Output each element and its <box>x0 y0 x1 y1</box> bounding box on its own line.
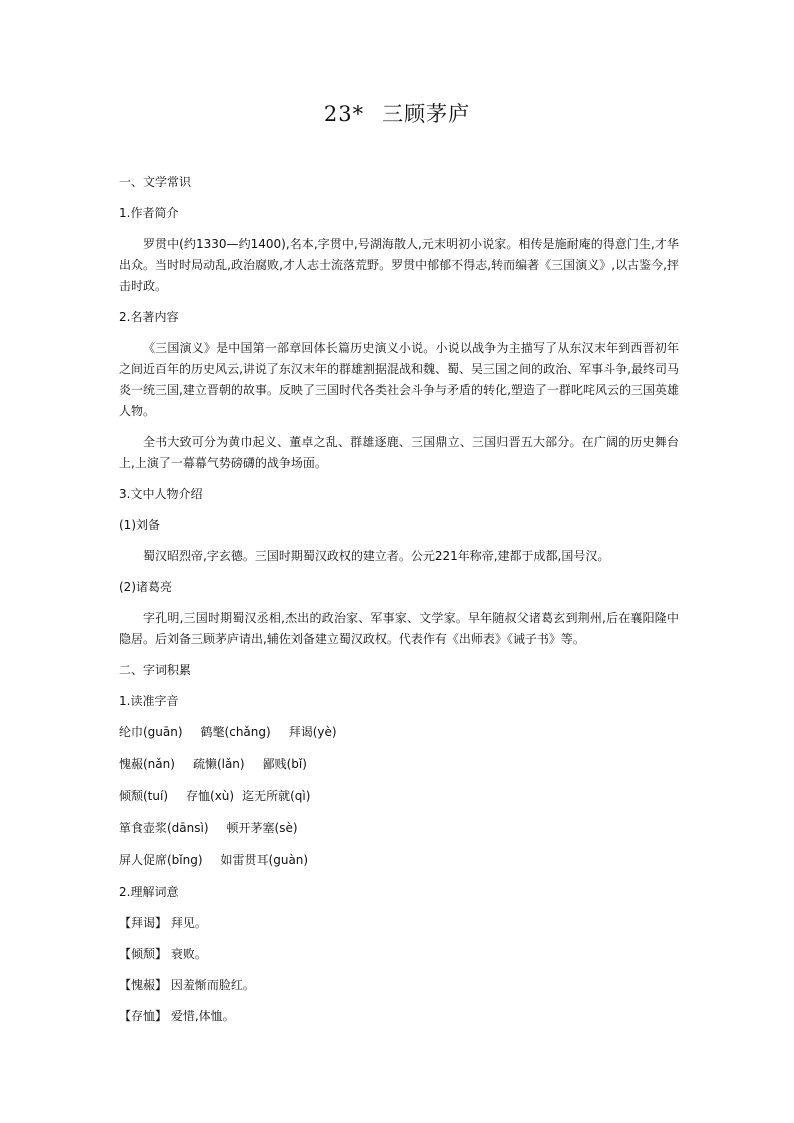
work-paragraph-1: 《三国演义》是中国第一部章回体长篇历史演义小说。小说以战争为主描写了从东汉末年到西晋初年之间近百年的历史风云,讲说了东汉末年的群雄割据混战和魏、蜀、吴三国之间的政治、军事斗争,最终司马炎一统三国,建立晋朝的故事。反映了三国时代各类社会斗争与矛盾的转化,塑造了一群叱咤风云的三国英雄人物。 <box>119 341 679 418</box>
liubei-paragraph: 蜀汉昭烈帝,字玄德。三国时期蜀汉政权的建立者。公元221年称帝,建都于成都,国号汉。 <box>143 549 610 563</box>
meaning-text: 拜见。 <box>170 916 207 930</box>
pronunciation-item: 纶巾(guān) <box>119 725 183 739</box>
zhuge-heading: (2)诸葛亮 <box>119 580 172 594</box>
pronunciation-item: 屏人促席(bǐng) <box>119 853 203 867</box>
pronunciation-item: 顿开茅塞(sè) <box>226 821 298 835</box>
pronunciation-item: 鹤氅(chǎng) <box>200 725 271 739</box>
pronunciation-heading: 1.读准字音 <box>119 694 179 708</box>
pronunciation-item: 如雷贯耳(guàn) <box>220 853 309 867</box>
pronunciation-row <box>119 754 679 774</box>
meaning-item <box>119 913 679 933</box>
characters-heading: 3.文中人物介绍 <box>119 487 203 501</box>
pronunciation-row <box>119 786 679 806</box>
liubei-heading: (1)刘备 <box>119 518 160 532</box>
section-heading-literature: 一、文学常识 <box>119 175 192 189</box>
pronunciation-row <box>119 722 679 742</box>
meaning-term: 【倾颓】 <box>119 947 168 961</box>
pronunciation-item: 迄无所就(qì) <box>242 789 311 803</box>
author-paragraph: 罗贯中(约1330—约1400),名本,字贯中,号湖海散人,元末明初小说家。相传是施耐庵的得意门生,才华出众。当时时局动乱,政治腐败,才人志士流落荒野。罗贯中郁郁不得志,转而编著《三国演义》,以古鉴今,抨击时政。 <box>119 237 679 293</box>
meaning-item <box>119 975 679 995</box>
meaning-item <box>119 1006 679 1026</box>
zhuge-paragraph: 字孔明,三国时期蜀汉丞相,杰出的政治家、军事家、文学家。早年随叔父诸葛玄到荆州,后在襄阳隆中隐居。后刘备三顾茅庐请出,辅佐刘备建立蜀汉政权。代表作有《出师表》《诫子书》等。 <box>119 611 679 646</box>
meaning-term: 【存恤】 <box>119 1009 168 1023</box>
meaning-term: 【愧赧】 <box>119 978 168 992</box>
meaning-item <box>119 944 679 964</box>
meaning-text: 因羞惭而脸红。 <box>170 978 255 992</box>
pronunciation-row <box>119 850 679 870</box>
pronunciation-item: 倾颓(tuí) <box>119 789 169 803</box>
meanings-heading: 2.理解词意 <box>119 885 179 899</box>
pronunciation-item: 箪食壶浆(dānsì) <box>119 821 209 835</box>
lesson-number: 23* <box>323 102 365 126</box>
work-heading: 2.名著内容 <box>119 310 179 324</box>
pronunciation-item: 疏懒(lǎn) <box>192 757 245 771</box>
lesson-title: 三顾茅庐 <box>382 102 471 126</box>
document-body <box>119 172 679 1037</box>
work-paragraph-2: 全书大致可分为黄巾起义、董卓之乱、群雄逐鹿、三国鼎立、三国归晋五大部分。在广阔的历史舞台上,上演了一幕幕气势磅礴的战争场面。 <box>119 435 679 470</box>
pronunciation-item: 鄙贱(bǐ) <box>262 757 307 771</box>
meaning-text: 衰败。 <box>170 947 207 961</box>
pronunciation-item: 拜谒(yè) <box>288 725 337 739</box>
meaning-term: 【拜谒】 <box>119 916 168 930</box>
meaning-text: 爱惜,体恤。 <box>170 1009 235 1023</box>
author-heading: 1.作者简介 <box>119 206 179 220</box>
pronunciation-row <box>119 818 679 838</box>
page-title <box>0 98 794 128</box>
pronunciation-item: 愧赧(nǎn) <box>119 757 175 771</box>
section-heading-vocabulary: 二、字词积累 <box>119 663 192 677</box>
pronunciation-item: 存恤(xù) <box>186 789 235 803</box>
